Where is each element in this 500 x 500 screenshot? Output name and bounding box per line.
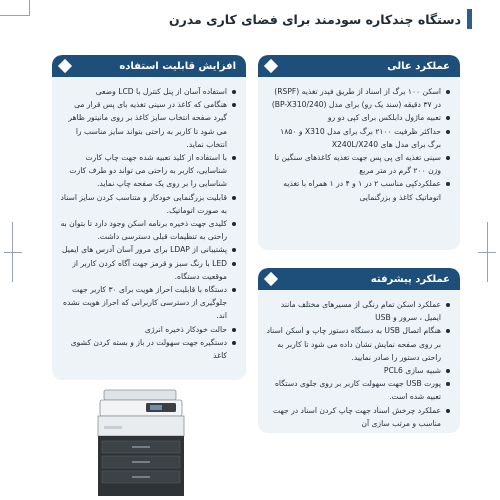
card-header (258, 268, 460, 290)
list-item: دستگیره جهت سهولت در باز و بسته کردن کشوی کاغذ (60, 336, 236, 362)
trim-corner (0, 0, 30, 16)
list-item: با استفاده از کلید تعبیه شده جهت چاپ کارت شناسایی، کاربر به راحتی می تواند دو طرف کارت شناسایی را بر روی یک صفحه چاپ نماید. (60, 151, 236, 191)
diamond-icon (58, 59, 72, 73)
list-item: حداکثر ظرفیت ۲۱۰۰ برگ برای مدل X310 و ۱۸۵۰ برگ برای مدل های X240L/X240 (266, 125, 450, 151)
list-item: دستگاه با قابلیت احراز هویت برای ۳۰ کاربر جهت جلوگیری از دسترسی کاربرانی که احراز هویت نشده اند. (60, 283, 236, 323)
registration-mark-right-cross (478, 252, 496, 253)
list-item: عملکرد اسکن تمام رنگی از مسیرهای مختلف مانند ایمیل ، سرور و USB (266, 298, 450, 324)
card-title: عملکرد عالی (387, 60, 450, 72)
card-title: افزایش قابلیت استفاده (119, 60, 236, 72)
list-item: LED با رنگ سبز و قرمز جهت آگاه کردن کاربر از موقعیت دستگاه. (60, 257, 236, 283)
list-item: عملکرد چرخش اسناد جهت چاپ کردن اسناد در جهت مناسب و مرتب سازی آن (266, 404, 450, 430)
list-item: اسکن ۱۰۰ برگ از اسناد از طریق فیدر تغذیه (RSPF) در ۳۷ دقیقه (سند یک رو) برای مدل (BP-X310/240) (266, 85, 450, 111)
card-high-performance (258, 55, 460, 250)
feature-list (258, 77, 460, 212)
list-item: تعبیه ماژول دابلکس برای کپی دو رو (266, 111, 450, 124)
list-item: سینی تغذیه ای پی پس جهت تغذیه کاغذهای سنگین تا وزن ۲۰۰ گرم در متر مربع (266, 151, 450, 177)
list-item: پورت USB جهت سهولت کاربر بر روی جلوی دستگاه تعبیه شده است. (266, 377, 450, 403)
list-item: قابلیت بزرگنمایی خودکار و متناسب کردن سایز اسناد به صورت اتوماتیک. (60, 191, 236, 217)
card-advanced-performance (258, 268, 460, 433)
list-item: حالت خودکار ذخیره انرژی (60, 323, 236, 336)
card-header (258, 55, 460, 77)
feature-list (52, 77, 246, 370)
list-item: پشتیبانی از LDAP برای مرور آسان آدرس های ایمیل (60, 243, 236, 256)
list-item: هنگامی که کاغذ در سینی تغذیه بای پس قرار می گیرد صفحه انتخاب سایز کاغذ بر روی مانیتور ظاهر می شود تا کاربر به راحتی بتواند سایز مناسب را انتخاب نماید. (60, 98, 236, 151)
page-title: دستگاه چندکاره سودمند برای فضای کاری مدرن (168, 11, 461, 27)
card-usability (52, 55, 246, 380)
card-header (52, 55, 246, 77)
bar-accent-icon (467, 9, 472, 29)
feature-list (258, 290, 460, 433)
page-header (169, 8, 472, 30)
list-item: عملکردکپی مناسب ۲ در ۱ و ۴ در ۱ همراه با تغذیه اتوماتیک کاغذ و بزرگنمایی (266, 177, 450, 203)
diamond-icon (264, 59, 278, 73)
list-item: هنگام اتصال USB به دستگاه دستور چاپ و اسکن اسناد بر روی صفحه نمایش نشان داده می شود تا کاربر به راحتی دستور را صادر نمایید. (266, 324, 450, 364)
printer-illustration (90, 388, 200, 500)
list-item: شبیه سازی PCL6 (266, 364, 450, 377)
list-item: استفاده آسان از پنل کنترل با LCD وضعی (60, 85, 236, 98)
diamond-icon (264, 272, 278, 286)
registration-mark-left-cross (4, 252, 22, 253)
list-item: کلیدی جهت ذخیره برنامه اسکن وجود دارد تا بتوان به راحتی به تنظیمات قبلی دسترسی داشت. (60, 217, 236, 243)
card-title: عملکرد پیشرفته (370, 273, 450, 285)
